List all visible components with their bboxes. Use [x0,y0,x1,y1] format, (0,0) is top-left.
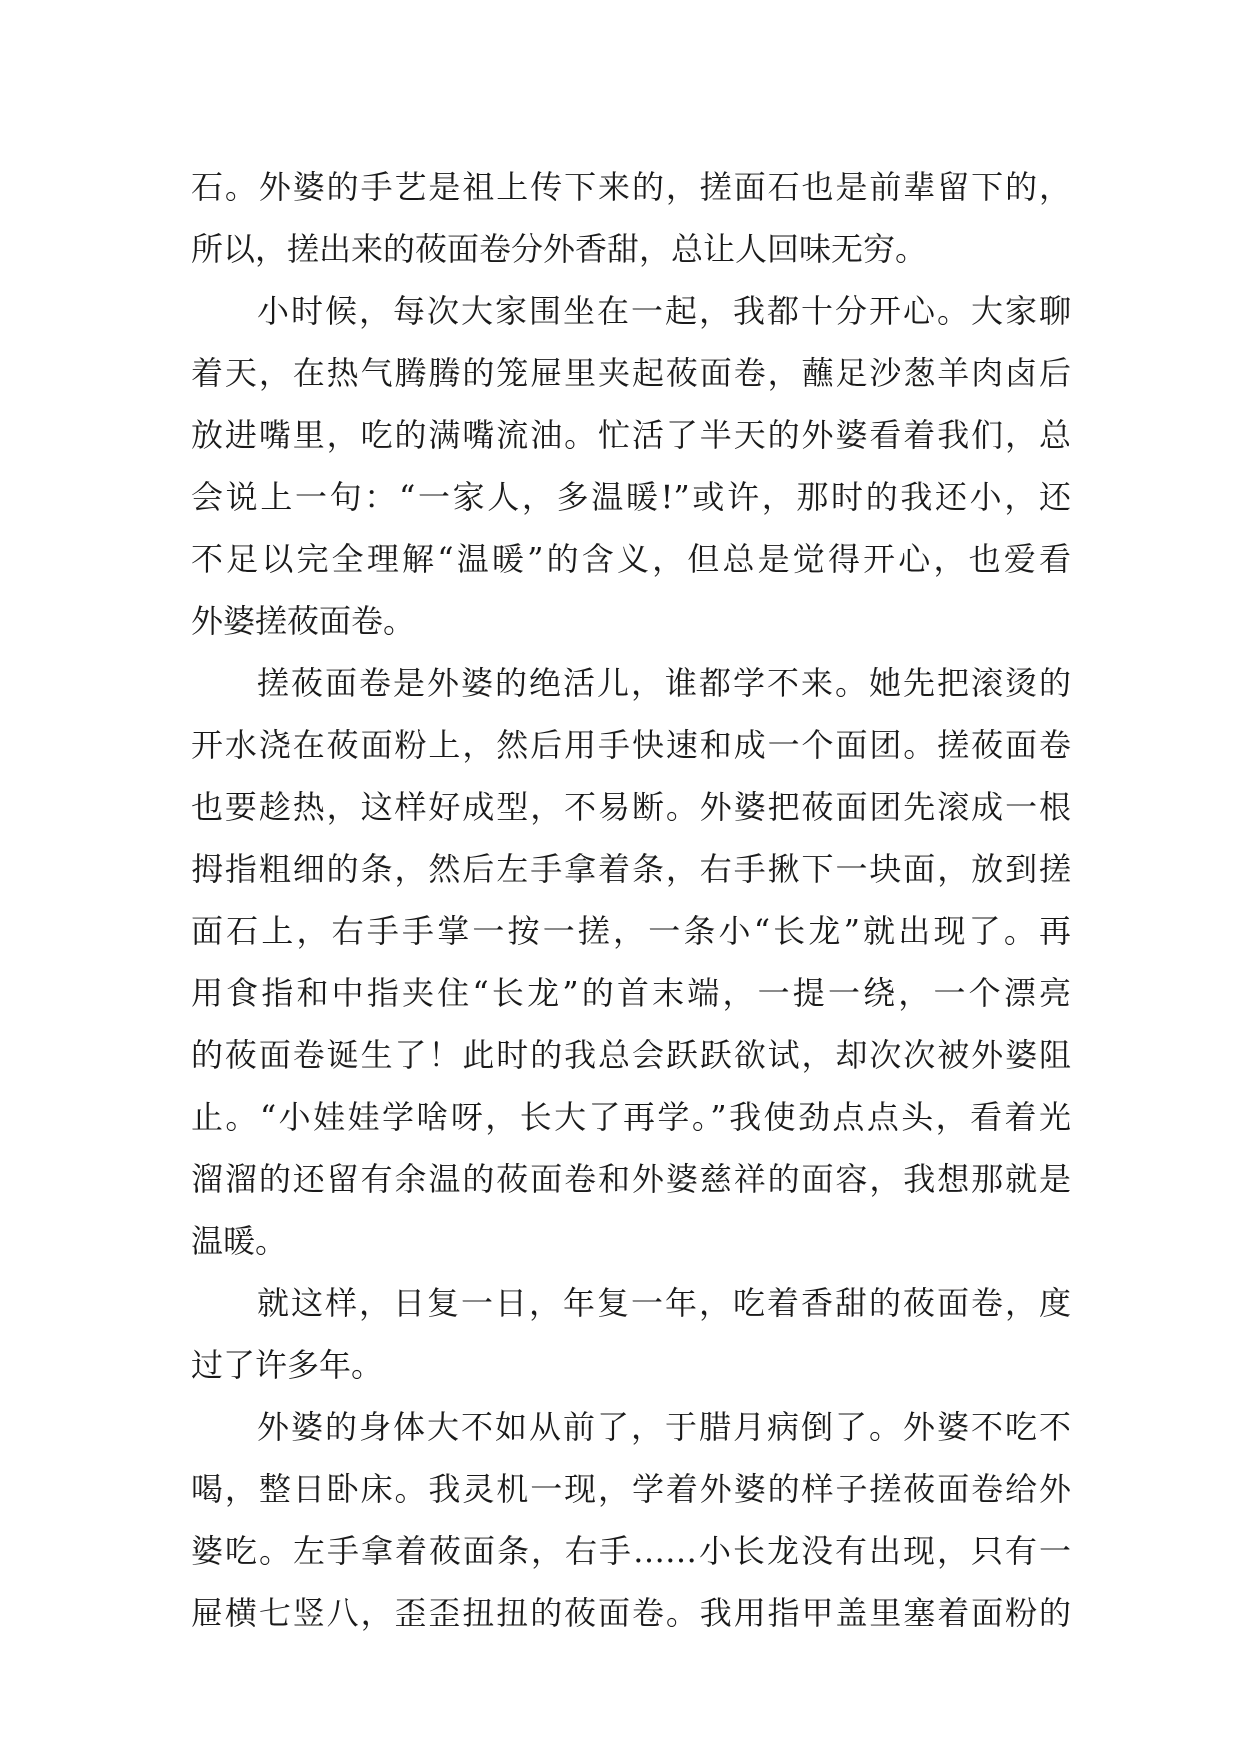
text-line: 搓莜面卷是外婆的绝活儿，谁都学不来。她先把滚烫的 [257,664,1071,702]
text-line: 外婆的身体大不如从前了，于腊月病倒了。外婆不吃不 [257,1408,1071,1446]
text-line: 不足以完全理解“温暖”的含义，但总是觉得开心，也爱看 [191,540,1071,578]
text-line: 面石上，右手手掌一按一搓，一条小“长龙”就出现了。再 [191,912,1071,950]
text-line: 也要趁热，这样好成型，不易断。外婆把莜面团先滚成一根 [191,788,1071,826]
text-line: 放进嘴里，吃的满嘴流油。忙活了半天的外婆看着我们，总 [191,416,1071,454]
text-line: 就这样，日复一日，年复一年，吃着香甜的莜面卷，度 [257,1284,1071,1322]
text-line: 过了许多年。 [191,1346,384,1384]
text-line: 止。“小娃娃学啥呀，长大了再学。”我使劲点点头，看着光 [191,1098,1071,1136]
text-line: 会说上一句：“一家人，多温暖!”或许，那时的我还小，还 [191,478,1071,516]
text-line: 用食指和中指夹住“长龙”的首末端，一提一绕，一个漂亮 [191,974,1071,1012]
text-line: 小时候，每次大家围坐在一起，我都十分开心。大家聊 [257,292,1071,330]
text-line: 拇指粗细的条，然后左手拿着条，右手揪下一块面，放到搓 [191,850,1071,888]
text-line: 石。外婆的手艺是祖上传下来的，搓面石也是前辈留下的， [191,168,1071,206]
document-body [191,156,1071,1644]
text-line: 溜溜的还留有余温的莜面卷和外婆慈祥的面容，我想那就是 [191,1160,1071,1198]
text-line: 屉横七竖八，歪歪扭扭的莜面卷。我用指甲盖里塞着面粉的 [191,1594,1071,1632]
text-line: 温暖。 [191,1222,288,1260]
text-line: 喝，整日卧床。我灵机一现，学着外婆的样子搓莜面卷给外 [191,1470,1071,1508]
text-line: 着天，在热气腾腾的笼屉里夹起莜面卷，蘸足沙葱羊肉卤后 [191,354,1071,392]
text-line: 婆吃。左手拿着莜面条，右手……小长龙没有出现，只有一 [191,1532,1071,1570]
text-line: 开水浇在莜面粉上，然后用手快速和成一个面团。搓莜面卷 [191,726,1071,764]
text-line: 的莜面卷诞生了！此时的我总会跃跃欲试，却次次被外婆阻 [191,1036,1071,1074]
text-line: 所以，搓出来的莜面卷分外香甜，总让人回味无穷。 [191,230,928,268]
text-line: 外婆搓莜面卷。 [191,602,416,640]
